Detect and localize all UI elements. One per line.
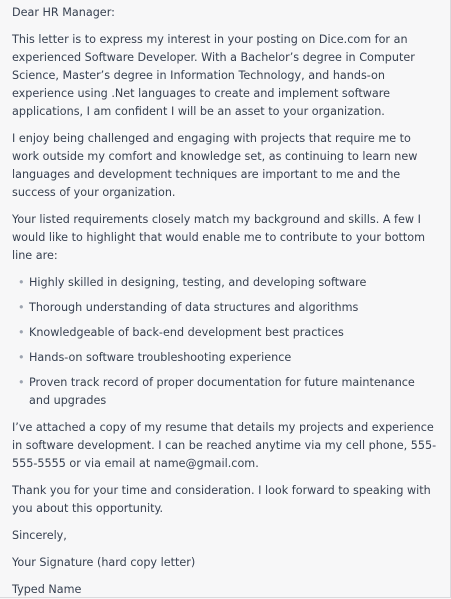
- skills-list: [12, 274, 438, 410]
- list-item: [12, 324, 438, 342]
- list-item: [12, 299, 438, 317]
- list-item: [12, 374, 438, 410]
- thanks-paragraph: Thank you for your time and consideration. I look forward to speaking with you about this opportunity.: [12, 484, 431, 515]
- bullet-icon: •: [18, 376, 25, 389]
- motivation-paragraph: I enjoy being challenged and engaging with projects that require me to work outside my comfort and knowledge set, as continuing to learn new languages and development techniques are important to me and the success of your organization.: [12, 132, 418, 199]
- signoff: Sincerely,: [12, 529, 67, 542]
- list-item: [12, 349, 438, 367]
- requirements-paragraph: Your listed requirements closely match my background and skills. A few I would like to highlight that would enable me to contribute to your bottom line are:: [12, 213, 426, 262]
- list-item-text: Knowledgeable of back-end development best practices: [29, 326, 344, 339]
- salutation: Dear HR Manager:: [12, 6, 115, 19]
- bullet-icon: •: [18, 351, 25, 364]
- list-item-text: Highly skilled in designing, testing, and developing software: [29, 276, 367, 289]
- list-item-text: Proven track record of proper documentation for future maintenance and upgrades: [29, 376, 415, 407]
- bullet-icon: •: [18, 326, 25, 339]
- bullet-icon: •: [18, 276, 25, 289]
- typed-name: Typed Name: [12, 583, 82, 596]
- list-item-text: Thorough understanding of data structures and algorithms: [29, 301, 359, 314]
- list-item-text: Hands-on software troubleshooting experience: [29, 351, 292, 364]
- bullet-icon: •: [18, 301, 25, 314]
- resume-paragraph: I’ve attached a copy of my resume that details my projects and experience in software development. I can be reached anytime via my cell phone, 555-555-5555 or via email at name@gmail.com.: [12, 421, 437, 470]
- signature-line: Your Signature (hard copy letter): [12, 556, 196, 569]
- intro-paragraph: This letter is to express my interest in your posting on Dice.com for an experienced Software Developer. With a Bachelor’s degree in Computer Science, Master’s degree in Information Technology, and hands-on experience using .Net languages to create and implement software applications, I am confident I will be an asset to your organization.: [12, 33, 415, 118]
- list-item: [12, 274, 438, 292]
